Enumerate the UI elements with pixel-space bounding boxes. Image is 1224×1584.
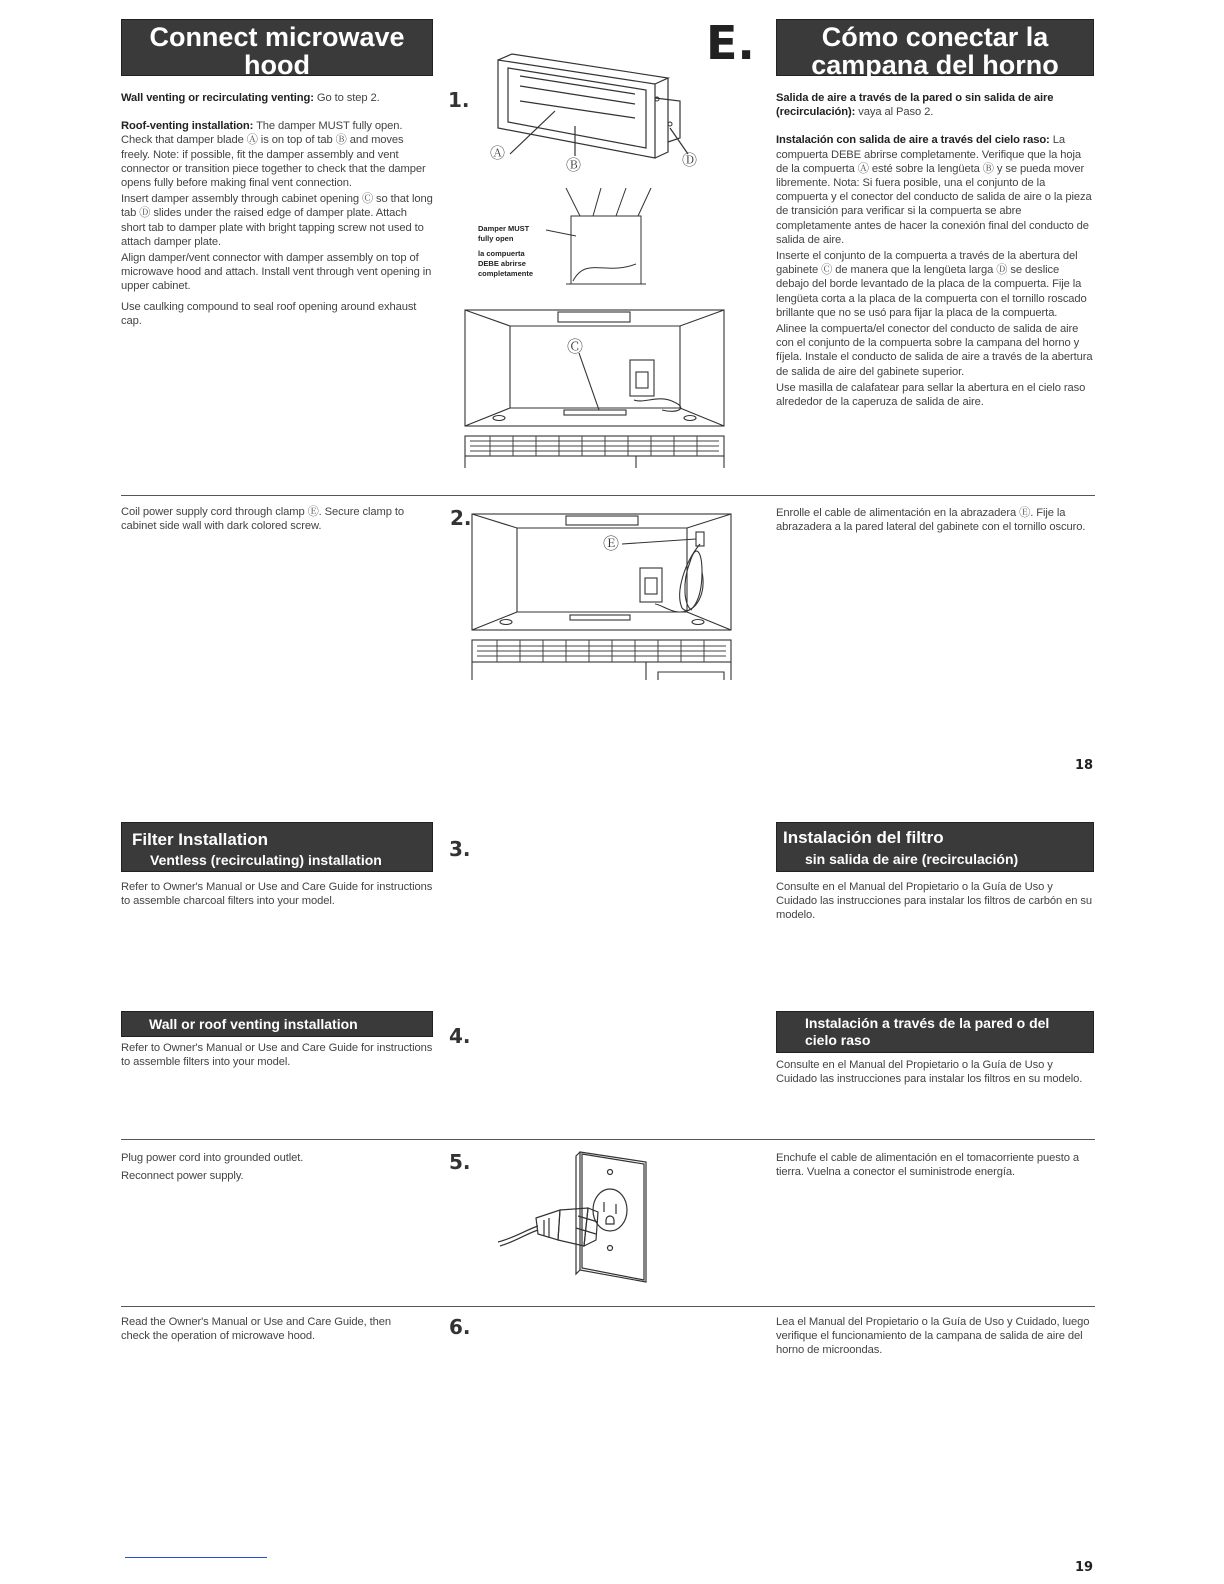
step1-en-p1: Go to step 2. <box>313 92 380 104</box>
filter-title-en: Filter Installation <box>132 830 269 849</box>
step1-es-p4: Alinee la compuerta/el conector del conducto de salida de aire con el conjunto de la compuerta sobre la campana del horno y fíjela. Instale el conducto de salida de aire a través de la abertura de salida de aire del gabinete superior. <box>776 323 1093 378</box>
step3-number: 3. <box>449 837 471 861</box>
step2-spanish-text: Enrolle el cable de alimentación en la abrazadera Ⓔ. Fije la abrazadera a la pared lateral del gabinete con el tornillo oscuro. <box>776 507 1086 534</box>
step1-es-p2-bold: Instalación con salida de aire a través del cielo raso: <box>776 134 1050 147</box>
filter-subtitle-es: sin salida de aire (recirculación) <box>805 851 1019 867</box>
step1-en-p2: The damper MUST fully open. Check that damper blade Ⓐ is on top of tab Ⓑ and moves freely. Note: if possible, fit the damper assembly and vent connector or transition piece together to check that the damper opens fully before making final vent connection. <box>121 120 426 190</box>
callout-b: Ⓑ <box>566 157 582 174</box>
damper-open-illustration <box>476 186 661 291</box>
damper-label-es-1: la compuerta <box>478 249 525 258</box>
step2-number: 2. <box>450 506 472 530</box>
step4-english-text: Refer to Owner's Manual or Use and Care Guide for instructions to assemble filters into your model. <box>121 1042 433 1069</box>
callout-d: Ⓓ <box>682 152 698 169</box>
grounded-outlet-illustration <box>496 1150 656 1285</box>
title-banner-es <box>776 19 1094 80</box>
step1-en-p5: Use caulking compound to seal roof opening around exhaust cap. <box>121 300 417 327</box>
step1-english-text <box>121 91 433 336</box>
divider-step2 <box>121 495 1095 496</box>
step6-english-text: Read the Owner's Manual or Use and Care Guide, then check the operation of microwave hood. <box>121 1316 392 1343</box>
step1-es-p1: vaya al Paso 2. <box>855 106 934 119</box>
step1-es-p1-bold: Salida de aire a través de la pared o sin salida de aire (recirculación): <box>776 92 1054 119</box>
step5-en-line1: Plug power cord into grounded outlet. <box>121 1152 304 1164</box>
step1-en-p3: Insert damper assembly through cabinet opening Ⓒ so that long tab Ⓓ slides under the raised edge of damper plate. Attach short tab to damper plate with bright tapping screw not used to attach damper plate. <box>121 193 433 248</box>
title-es-line2: campana del horno <box>811 50 1059 80</box>
step6-spanish-text: Lea el Manual del Propietario o la Guía de Uso y Cuidado, luego verifique el funcionamiento de la campana de salida de aire del horno de microondas. <box>776 1316 1090 1357</box>
damper-assembly-illustration <box>460 46 710 181</box>
filter-banner-en <box>121 822 433 872</box>
step4-number: 4. <box>449 1024 471 1048</box>
callout-c: Ⓒ <box>567 339 584 356</box>
damper-label-en-2: fully open <box>478 234 514 243</box>
step3-english-text: Refer to Owner's Manual or Use and Care Guide for instructions to assemble charcoal filters into your model. <box>121 881 433 908</box>
title-en-line1: Connect microwave <box>149 22 405 52</box>
step4-spanish-text: Consulte en el Manual del Propietario o la Guía de Uso y Cuidado las instrucciones para instalar los filtros en su modelo. <box>776 1059 1083 1086</box>
step3-spanish-text: Consulte en el Manual del Propietario o la Guía de Uso y Cuidado las instrucciones para instalar los filtros de carbón en su modelo. <box>776 881 1093 922</box>
title-en-line2: hood <box>244 50 310 80</box>
divider-step5 <box>121 1139 1095 1140</box>
step1-spanish-text <box>776 91 1094 411</box>
filter-title-es: Instalación del filtro <box>783 828 944 847</box>
divider-step6 <box>121 1306 1095 1307</box>
step5-english-text <box>121 1151 433 1183</box>
step5-spanish-text: Enchufe el cable de alimentación en el tomacorriente puesto a tierra. Vuelna a conector el suministrode energía. <box>776 1152 1079 1179</box>
step1-en-p1-bold: Wall venting or recirculating venting: <box>121 92 314 104</box>
step1-es-p5: Use masilla de calafatear para sellar la abertura en el cielo raso alrededor de la caperuza de salida de aire. <box>776 381 1086 409</box>
step1-es-p2: La compuerta DEBE abrirse completamente. Verifique que la hoja de la compuerta Ⓐ esté sobre la lengüeta Ⓑ y se pueda mover libremente. Nota: Si fuera posible, una el conjunto de la compuerta y el conector del conducto de salida de aire o la pieza de transición para verificar si la compuerta se abre completamente antes de hacer la conexión final del conducto de salida de aire. <box>776 134 1092 246</box>
title-es-line1: Cómo conectar la <box>821 22 1049 52</box>
cord-clamp-illustration <box>470 512 734 682</box>
step5-en-line2: Reconnect power supply. <box>121 1170 244 1183</box>
step1-en-p2-bold: Roof-venting installation: <box>121 120 254 133</box>
callout-e: Ⓔ <box>603 536 620 553</box>
step2-english-text: Coil power supply cord through clamp Ⓔ. Secure clamp to cabinet side wall with dark colored screw. <box>121 506 405 533</box>
step5-number: 5. <box>449 1150 471 1174</box>
step1-number: 1. <box>448 88 470 112</box>
step1-en-p4: Align damper/vent connector with damper assembly on top of microwave hood and attach. Install vent through vent opening in upper cabinet. <box>121 252 432 293</box>
damper-label-es-3: completamente <box>478 269 534 278</box>
cabinet-opening-illustration <box>464 308 726 468</box>
title-banner-en <box>121 19 433 80</box>
venting-banner-es <box>776 1011 1094 1053</box>
section-letter: E. <box>706 16 755 70</box>
venting-banner-en <box>121 1011 433 1037</box>
page-number-18: 18 <box>1075 758 1094 773</box>
damper-label-en-1: Damper MUST <box>478 224 530 233</box>
venting-title-es-1: Instalación a través de la pared o del <box>805 1015 1050 1031</box>
footer-link-line <box>125 1557 267 1558</box>
venting-title-en: Wall or roof venting installation <box>149 1016 358 1032</box>
damper-label-es-2: DEBE abrirse <box>478 259 526 268</box>
filter-subtitle-en: Ventless (recirculating) installation <box>150 852 382 868</box>
venting-title-es-2: cielo raso <box>805 1032 871 1048</box>
step1-es-p3: Inserte el conjunto de la compuerta a través de la abertura del gabinete Ⓒ de manera que la lengüeta larga Ⓓ se deslice debajo del borde levantado de la placa de la compuerta. Fije la lengüeta corta a la placa de la compuerta con el tornillo roscado brillante que no se usó para fijar la placa de la compuerta. <box>776 250 1087 319</box>
callout-a: Ⓐ <box>490 145 506 162</box>
filter-banner-es <box>776 822 1094 872</box>
step6-number: 6. <box>449 1315 471 1339</box>
page-number-19: 19 <box>1075 1560 1094 1575</box>
